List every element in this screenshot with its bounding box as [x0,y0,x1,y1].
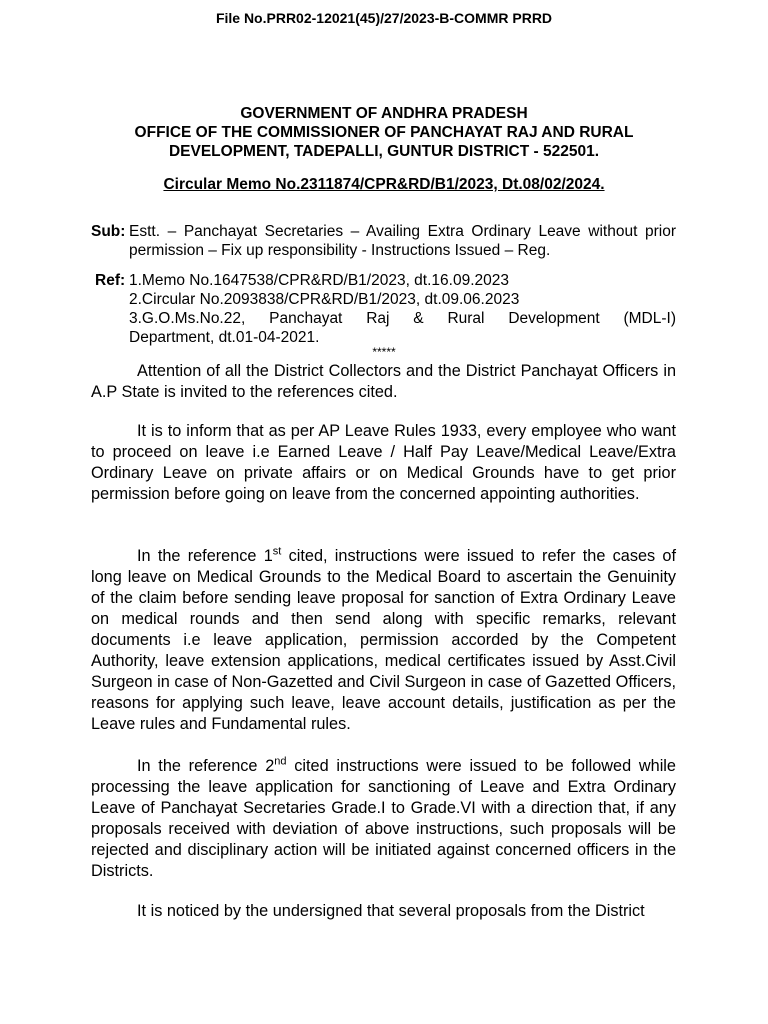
reference-item: 2.Circular No.2093838/CPR&RD/B1/2023, dt.09.06.2023 [129,291,520,308]
paragraph-3-ordinal: st [272,545,282,558]
file-number: File No.PRR02-12021(45)/27/2023-B-COMMR PRRD [215,10,553,26]
paragraph-4 [91,756,676,882]
reference-item: Department, dt.01-04-2021. [129,329,320,346]
subject-label: Sub: [91,223,126,240]
header-line-3: DEVELOPMENT, TADEPALLI, GUNTUR DISTRICT - 522501. [168,143,600,160]
circular-memo-title: Circular Memo No.2311874/CPR&RD/B1/2023, Dt.08/02/2024. [163,176,605,193]
subject-text: Estt. – Panchayat Secretaries – Availing Extra Ordinary Leave without prior permission – Fix up responsibility - Instructions Issued – Reg. [129,223,676,259]
paragraph-2 [91,421,676,505]
paragraph-4-ordinal: nd [274,755,287,768]
separator-stars: ***** [372,345,396,359]
paragraph-4-lead: In the reference 2 [137,757,275,775]
references-label: Ref: [95,272,126,289]
paragraph-2-text: It is to inform that as per AP Leave Rules 1933, every employee who want to proceed on leave i.e Earned Leave / Half Pay Leave/Medical Leave/Extra Ordinary Leave on private affairs or on Medical Grounds have to get prior permission before going on leave from the concerned appointing authorities. [91,422,676,503]
references-block [91,271,676,347]
paragraph-3-lead: In the reference 1 [137,547,273,565]
reference-item: 1.Memo No.1647538/CPR&RD/B1/2023, dt.16.09.2023 [129,272,509,289]
header-line-2: OFFICE OF THE COMMISSIONER OF PANCHAYAT RAJ AND RURAL [134,124,634,141]
paragraph-5-text: It is noticed by the undersigned that several proposals from the District [137,902,645,920]
subject-block [91,222,676,260]
reference-item: 3.G.O.Ms.No.22, Panchayat Raj & Rural Development (MDL-I) [129,310,676,327]
paragraph-5 [91,901,676,922]
paragraph-4-text: cited instructions were issued to be followed while processing the leave application for sanctioning of Leave and Extra Ordinary Leave of Panchayat Secretaries Grade.I to Grade.VI with a direction that, if any proposals received with deviation of above instructions, such proposals will be rejected and disciplinary action will be initiated against concerned officers in the Districts. [91,757,676,880]
paragraph-1-text: Attention of all the District Collectors and the District Panchayat Officers in A.P State is invited to the references cited. [91,362,676,401]
paragraph-3-text: cited, instructions were issued to refer the cases of long leave on Medical Grounds to the Medical Board to ascertain the Genuinity of the claim before sending leave proposal for sanction of Extra Ordinary Leave on medical rounds and then send along with specific remarks, relevant documents i.e leave application, permission accorded by the Competent Authority, leave extension applications, medical certificates issued by Asst.Civil Surgeon in case of Non-Gazetted and Civil Surgeon in case of Gazetted Officers, reasons for applying such leave, leave account details, justification as per the Leave rules and Fundamental rules. [91,547,676,733]
paragraph-1 [91,361,676,403]
header-line-1: GOVERNMENT OF ANDHRA PRADESH [240,105,528,122]
paragraph-3 [91,546,676,735]
references-list [129,271,676,347]
office-header [0,104,768,161]
